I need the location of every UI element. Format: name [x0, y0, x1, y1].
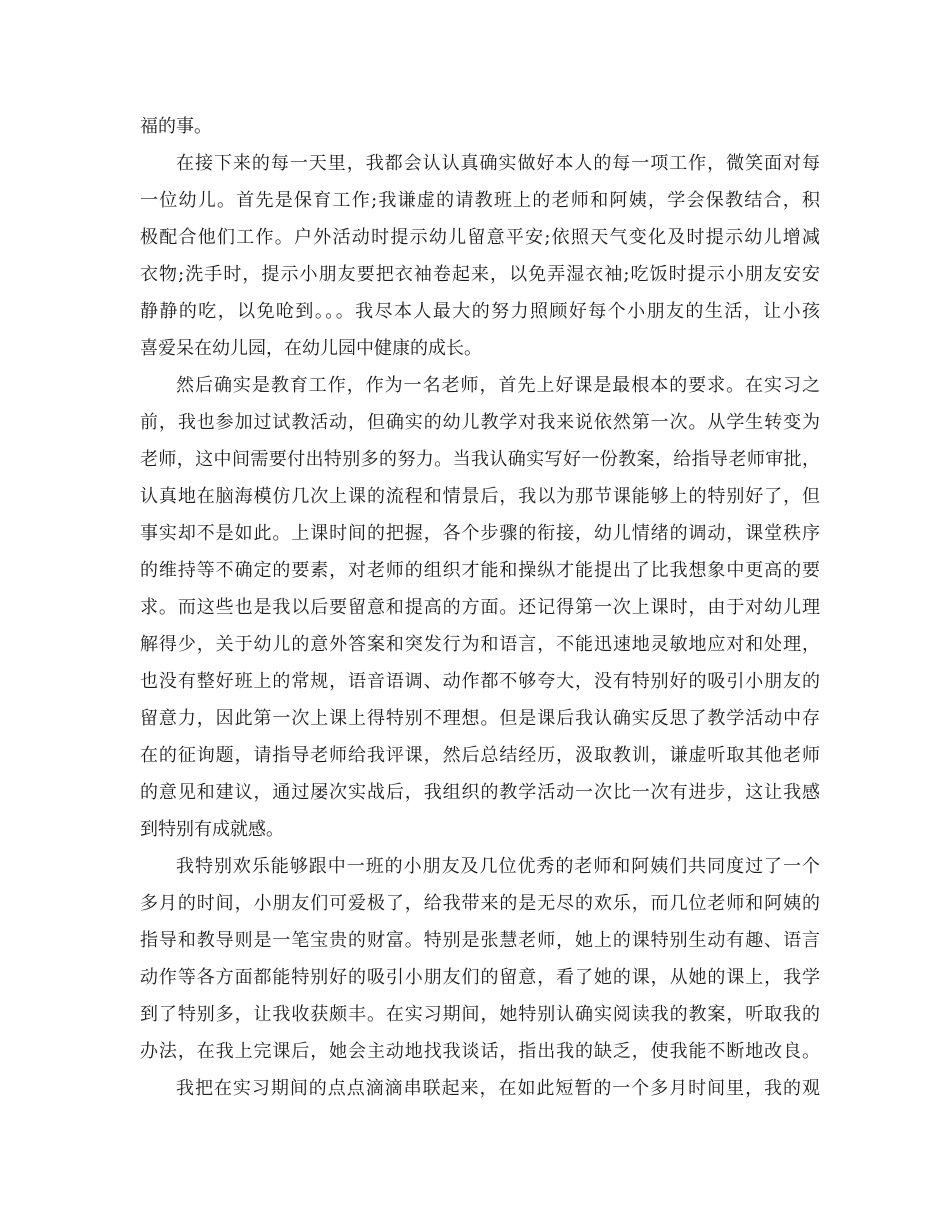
text-line: 到了特别多，让我收获颇丰。在实习期间，她特别认确实阅读我的教案，听取我的 — [140, 1004, 820, 1025]
text-line: 我把在实习期间的点点滴滴串联起来，在如此短暂的一个多月时间里，我的观 — [176, 1078, 820, 1099]
text-line: 极配合他们工作。户外活动时提示幼儿留意平安;依照天气变化及时提示幼儿增减 — [140, 227, 820, 248]
text-line: 衣物;洗手时，提示小朋友要把衣袖卷起来，以免弄湿衣袖;吃饭时提示小朋友安安 — [140, 264, 820, 285]
text-line: 也没有整好班上的常规，语音语调、动作都不够夸大，没有特别好的吸引小朋友的 — [140, 671, 820, 692]
text-line: 到特别有成就感。 — [140, 819, 284, 840]
text-line: 的维持等不确定的要素，对老师的组织才能和操纵才能提出了比我想象中更高的要 — [140, 560, 820, 581]
text-line: 在的征询题，请指导老师给我评课，然后总结经历，汲取教训，谦虚听取其他老师 — [140, 745, 820, 766]
text-line: 我特别欢乐能够跟中一班的小朋友及几位优秀的老师和阿姨们共同度过了一个 — [176, 856, 820, 877]
text-line: 喜爱呆在幼儿园，在幼儿园中健康的成长。 — [140, 338, 482, 359]
text-line: 求。而这些也是我以后要留意和提高的方面。还记得第一次上课时，由于对幼儿理 — [140, 597, 820, 618]
text-line: 在接下来的每一天里，我都会认认真确实做好本人的每一项工作，微笑面对每 — [176, 153, 820, 174]
text-line: 解得少，关于幼儿的意外答案和突发行为和语言，不能迅速地灵敏地应对和处理， — [140, 634, 820, 655]
document-body — [140, 108, 820, 1107]
text-line: 事实却不是如此。上课时间的把握，各个步骤的衔接，幼儿情绪的调动，课堂秩序 — [140, 523, 820, 544]
text-line: 老师，这中间需要付出特别多的努力。当我认确实写好一份教案，给指导老师审批， — [140, 449, 820, 470]
text-line: 前，我也参加过试教活动，但确实的幼儿教学对我来说依然第一次。从学生转变为 — [140, 412, 820, 433]
text-line: 指导和教导则是一笔宝贵的财富。特别是张慧老师，她上的课特别生动有趣、语言 — [140, 930, 820, 951]
text-line: 动作等各方面都能特别好的吸引小朋友们的留意，看了她的课，从她的课上，我学 — [140, 967, 820, 988]
text-line: 办法，在我上完课后，她会主动地找我谈话，指出我的缺乏，使我能不断地改良。 — [140, 1041, 820, 1062]
text-line: 留意力，因此第一次上课上得特别不理想。但是课后我认确实反思了教学活动中存 — [140, 708, 820, 729]
text-line: 静静的吃，以免呛到。。。我尽本人最大的努力照顾好每个小朋友的生活，让小孩 — [140, 301, 820, 322]
text-line: 认真地在脑海模仿几次上课的流程和情景后，我以为那节课能够上的特别好了，但 — [140, 486, 820, 507]
text-line: 的意见和建议，通过屡次实战后，我组织的教学活动一次比一次有进步，这让我感 — [140, 782, 820, 803]
text-line: 一位幼儿。首先是保育工作;我谦虚的请教班上的老师和阿姨，学会保教结合，积 — [140, 190, 820, 211]
text-line: 福的事。 — [140, 116, 212, 137]
text-line: 然后确实是教育工作，作为一名老师，首先上好课是最根本的要求。在实习之 — [176, 375, 820, 396]
text-line: 多月的时间，小朋友们可爱极了，给我带来的是无尽的欢乐，而几位老师和阿姨的 — [140, 893, 820, 914]
